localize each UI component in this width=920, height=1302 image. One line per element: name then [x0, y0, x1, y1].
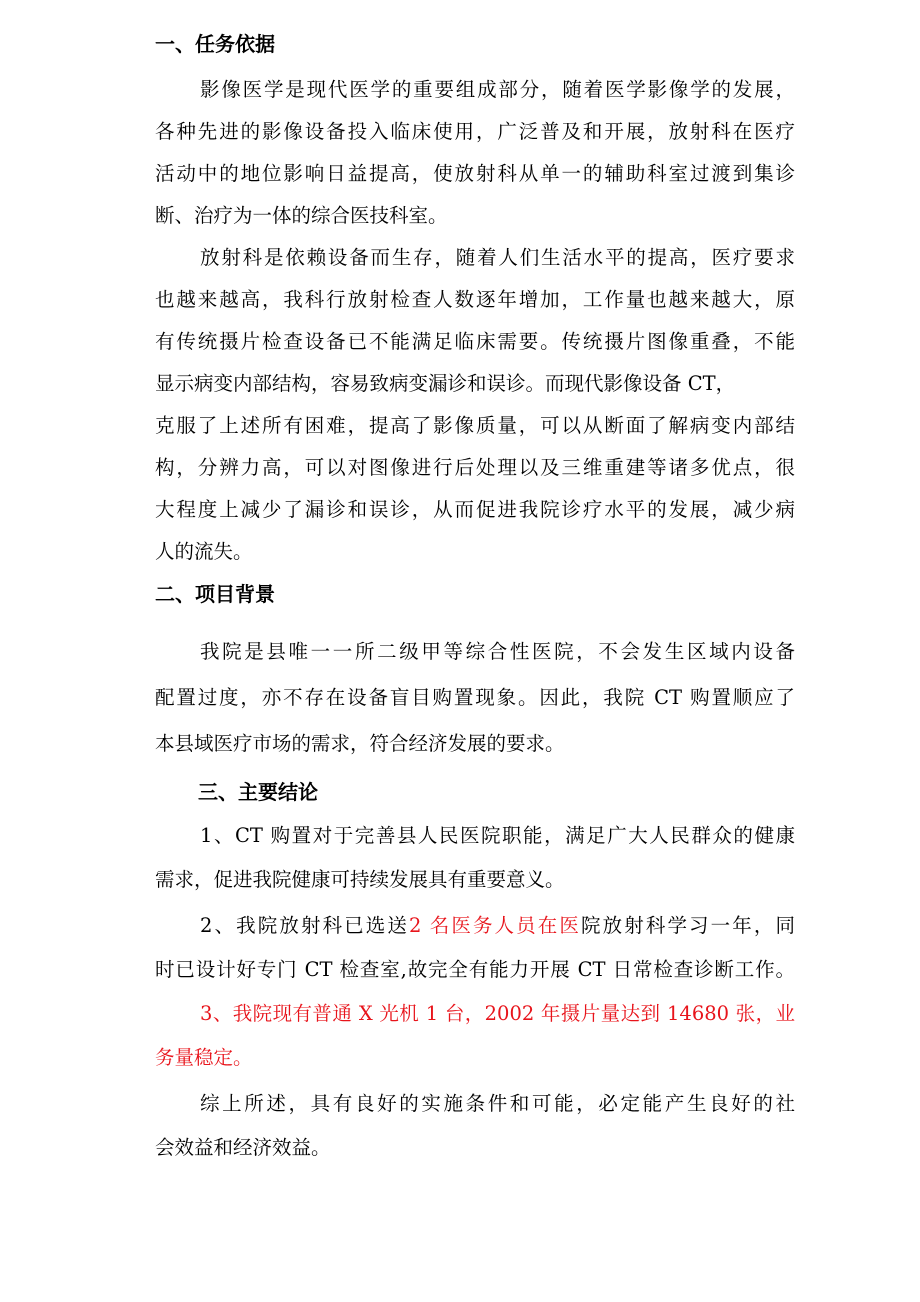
section-heading-conclusions: 三、主要结论 — [198, 780, 318, 804]
paragraph-line: 放射科是依赖设备而生存，随着人们生活水平的提高，医疗要求 — [200, 246, 795, 269]
paragraph-line: 本县域医疗市场的需求，符合经济发展的要求。 — [155, 732, 565, 755]
paragraph-line: 活动中的地位影响日益提高，使放射科从单一的辅助科室过渡到集诊 — [155, 162, 795, 185]
paragraph-line: 构，分辨力高，可以对图像进行后处理以及三维重建等诸多优点，很 — [155, 456, 795, 479]
item2-text-before: 2、我院放射科已选送 — [200, 914, 410, 937]
paragraph-line: 也越来越高，我科行放射检查人数逐年增加，工作量也越来越大，原 — [155, 288, 795, 311]
paragraph-line: 大程度上减少了漏诊和误诊，从而促进我院诊疗水平的发展，减少病 — [155, 498, 795, 521]
paragraph-line: 会效益和经济效益。 — [155, 1136, 331, 1159]
paragraph-line: 配置过度，亦不存在设备盲目购置现象。因此，我院 CT 购置顺应了 — [155, 686, 795, 709]
paragraph-line: 断、治疗为一体的综合医技科室。 — [155, 204, 448, 227]
paragraph-line: 人的流失。 — [155, 540, 253, 563]
paragraph-line: 务量稳定。 — [155, 1046, 253, 1069]
paragraph-line: 需求，促进我院健康可持续发展具有重要意义。 — [155, 868, 565, 891]
paragraph-line: 影像医学是现代医学的重要组成部分，随着医学影像学的发展， — [200, 78, 795, 101]
paragraph-line: 显示病变内部结构，容易致病变漏诊和误诊。而现代影像设备 CT， — [155, 372, 736, 395]
section-heading-basis: 一、任务依据 — [155, 32, 275, 56]
paragraph-line: 有传统摄片检查设备已不能满足临床需要。传统摄片图像重叠，不能 — [155, 330, 795, 353]
section-heading-background: 二、项目背景 — [155, 582, 275, 606]
summary-line: 综上所述，具有良好的实施条件和可能，必定能产生良好的社 — [200, 1092, 795, 1115]
paragraph-line: 时已设计好专门 CT 检查室,故完全有能力开展 CT 日常检查诊断工作。 — [155, 958, 795, 981]
conclusion-item-3: 3、我院现有普通 X 光机 1 台，2002 年摄片量达到 14680 张，业 — [200, 1002, 795, 1025]
conclusion-item-2 — [200, 912, 795, 940]
item2-highlight: 2 名医务人员在医 — [409, 914, 581, 937]
paragraph-line: 我院是县唯一一所二级甲等综合性医院，不会发生区域内设备 — [200, 640, 795, 663]
conclusion-item-1: 1、CT 购置对于完善县人民医院职能，满足广大人民群众的健康 — [200, 824, 795, 847]
item2-text-after: 院放射科学习一年，同 — [581, 914, 795, 937]
paragraph-line: 克服了上述所有困难，提高了影像质量，可以从断面了解病变内部结 — [155, 414, 795, 437]
paragraph-line: 各种先进的影像设备投入临床使用，广泛普及和开展，放射科在医疗 — [155, 120, 795, 143]
